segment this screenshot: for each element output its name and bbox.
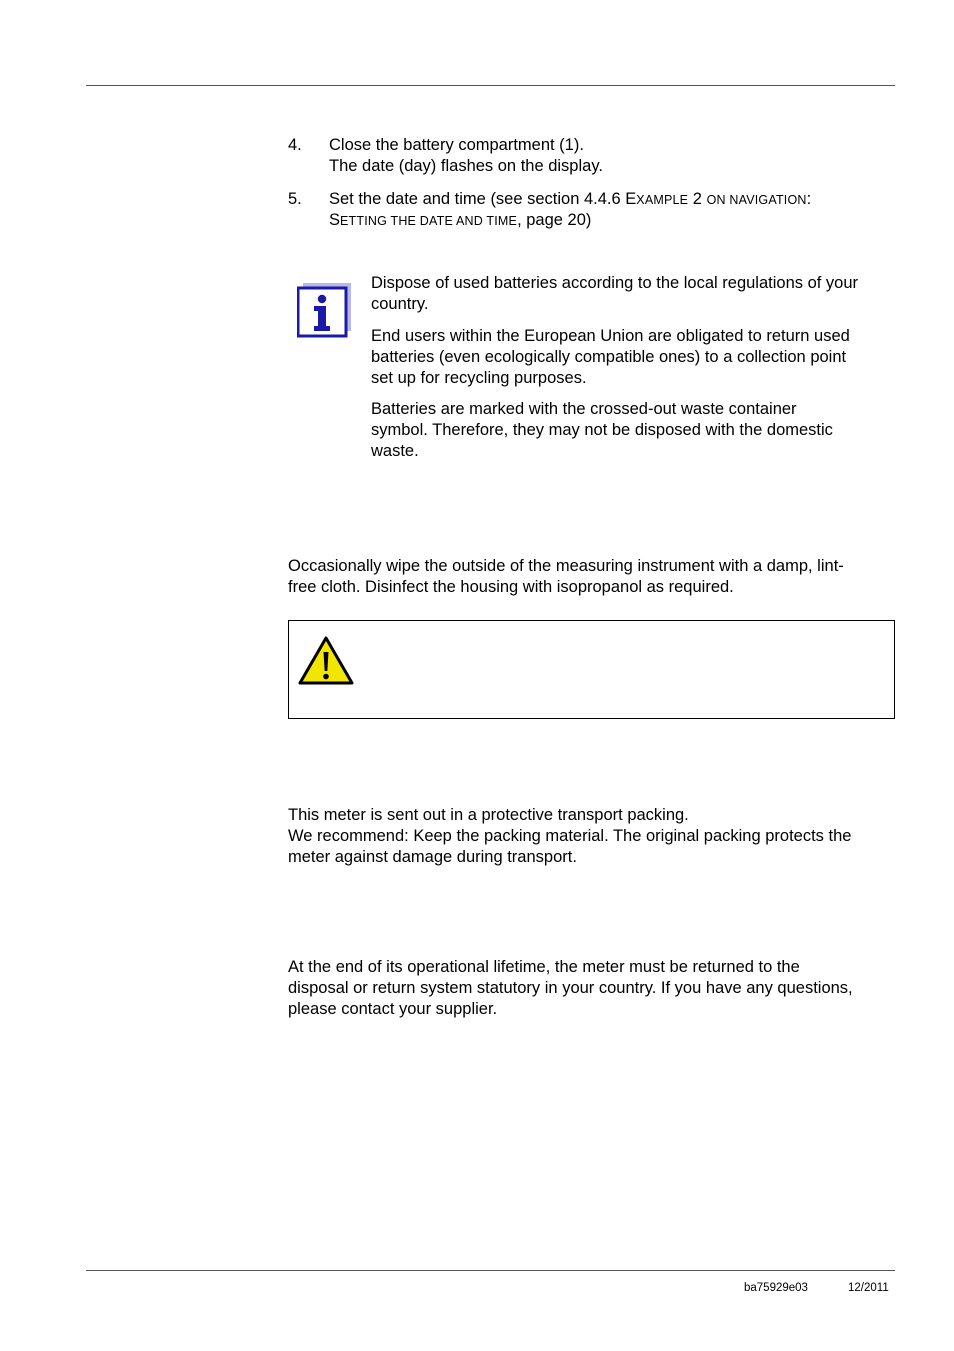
warning-box (288, 620, 895, 719)
step-4-line-1: Close the battery compartment (1). (329, 136, 584, 154)
packing-line-3: meter against damage during transport. (288, 848, 577, 866)
step-5-text-c: : (806, 190, 812, 208)
info-p2-line-2: batteries (even ecologically compatible ones) to a collection point (371, 348, 847, 366)
packing-line-1: This meter is sent out in a protective transport packing. (288, 806, 689, 824)
step-5-smallcaps-example: XAMPLE (636, 193, 689, 207)
info-p1-line-1: Dispose of used batteries according to the local regulations of your (371, 274, 859, 292)
step-5-text-b: 2 (688, 190, 707, 208)
disposal-line-3: please contact your supplier. (288, 1000, 498, 1018)
step-5-number: 5. (288, 190, 302, 208)
maintenance-line-1: Occasionally wipe the outside of the measuring instrument with a damp, lint- (288, 557, 844, 575)
step-5-smallcaps-navigation: ON NAVIGATION (706, 193, 807, 207)
maintenance-line-2: free cloth. Disinfect the housing with isopropanol as required. (288, 578, 734, 596)
info-p2-line-3: set up for recycling purposes. (371, 369, 587, 387)
footer-date: 12/2011 (848, 1282, 889, 1294)
header-rule (86, 85, 895, 86)
info-p3-line-3: waste. (371, 442, 419, 460)
info-p3-line-2: symbol. Therefore, they may not be disposed with the domestic (371, 421, 833, 439)
step-5-text-s: S (329, 211, 341, 229)
step-5-smallcaps-setting: ETTING THE DATE AND TIME (340, 214, 518, 228)
footer-doc-number: ba75929e03 (744, 1282, 808, 1294)
packing-line-2: We recommend: Keep the packing material. The original packing protects the (288, 827, 852, 845)
step-5-line-1 (329, 189, 811, 211)
step-5-text-a: Set the date and time (see section 4.4.6 E (329, 190, 637, 208)
step-4-line-2: The date (day) flashes on the display. (329, 157, 603, 175)
step-4-number: 4. (288, 136, 302, 154)
step-5-link-page: , page 20) (517, 211, 592, 229)
warning-triangle-icon (297, 635, 355, 687)
info-p1-line-2: country. (371, 295, 429, 313)
disposal-line-2: disposal or return system statutory in your country. If you have any questions, (288, 979, 853, 997)
info-p3-line-1: Batteries are marked with the crossed-out waste container (371, 400, 797, 418)
info-icon (297, 282, 353, 338)
footer-rule (86, 1270, 895, 1271)
step-5-line-2 (329, 210, 591, 232)
info-p2-line-1: End users within the European Union are obligated to return used (371, 327, 850, 345)
disposal-line-1: At the end of its operational lifetime, the meter must be returned to the (288, 958, 800, 976)
